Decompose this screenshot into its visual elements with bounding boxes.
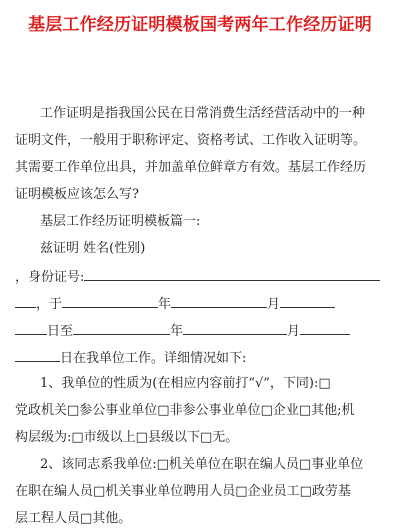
until-label: 日至 xyxy=(47,324,74,339)
id-number-label: ，身份证号: xyxy=(15,270,85,285)
certify-name-line: 兹证明 姓名(性别) xyxy=(40,241,146,256)
date-range-line xyxy=(15,294,335,314)
id-number-line xyxy=(15,267,380,287)
month-label: 月 xyxy=(287,324,301,339)
end-month-blank xyxy=(183,321,287,335)
item-1-line: 1、我单位的性质为(在相应内容前打“√”，下同):□ xyxy=(40,376,331,391)
id-number-blank xyxy=(84,267,380,281)
item-2-line: 在职在编人员□机关事业单位聘用人员□企业员工□政劳基 xyxy=(15,484,351,499)
section-heading: 基层工作经历证明模板篇一: xyxy=(40,214,201,229)
year-label: 年 xyxy=(170,324,184,339)
item-2-line: 2、该同志系我单位:□机关单位在职在编人员□事业单位 xyxy=(40,457,364,472)
paragraph-line: 证明模板应该怎么写? xyxy=(15,187,139,202)
year-label: 年 xyxy=(158,297,172,312)
date-range-end-line xyxy=(15,321,350,341)
document-title: 基层工作经历证明模板国考两年工作经历证明 xyxy=(28,15,372,35)
work-line xyxy=(15,348,246,368)
item-2-line: 层工程人员□其他。 xyxy=(15,511,132,526)
start-day-blank-cont xyxy=(15,321,47,335)
item-1-line: 构层级为:□市级以上□县级以下□无。 xyxy=(15,430,239,445)
paragraph-line: 证明文件，一般用于职称评定、资格考试、工作收入证明等。 xyxy=(15,133,367,148)
since-label: ，于 xyxy=(36,297,63,312)
name-blank xyxy=(15,294,36,308)
paragraph-line: 其需要工作单位出具，并加盖单位鲜章方有效。基层工作经历 xyxy=(15,160,367,175)
item-1-line: 党政机关□参公事业单位□非参公事业单位□企业□其他;机 xyxy=(15,403,355,418)
paragraph-line: 工作证明是指我国公民在日常消费生活经营活动中的一种 xyxy=(40,106,366,121)
month-label: 月 xyxy=(267,297,281,312)
start-month-blank xyxy=(171,294,267,308)
start-day-blank xyxy=(280,294,335,308)
start-year-blank xyxy=(62,294,158,308)
end-day-blank xyxy=(300,321,350,335)
end-day-blank-cont xyxy=(15,348,60,362)
end-year-blank xyxy=(73,321,170,335)
work-text: 日在我单位工作。详细情况如下: xyxy=(60,351,247,366)
